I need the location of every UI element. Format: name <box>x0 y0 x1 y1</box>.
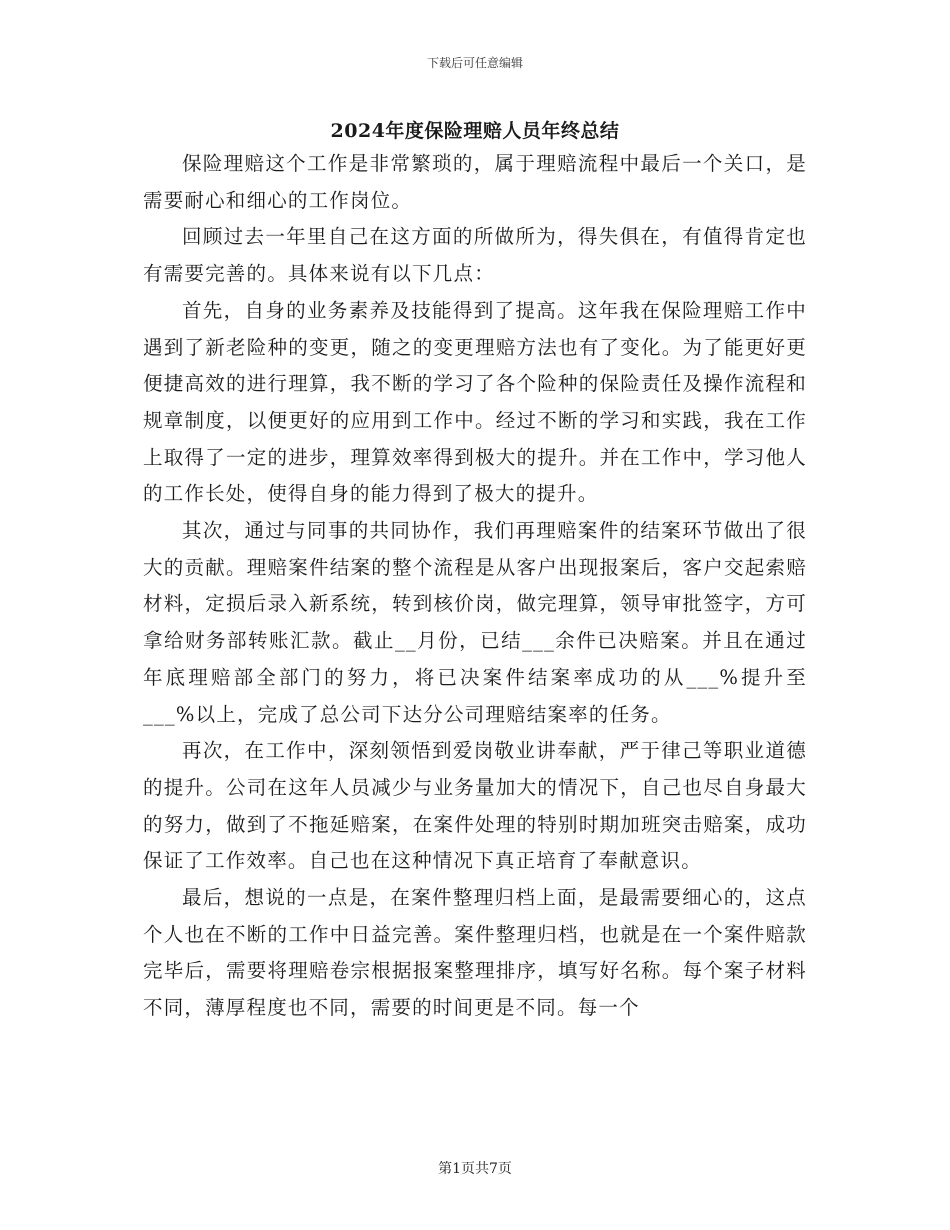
document-body <box>143 146 807 1027</box>
paragraph: 保险理赔这个工作是非常繁琐的，属于理赔流程中最后一个关口，是需要耐心和细心的工作岗位。 <box>143 152 807 212</box>
page-number: 第1页共7页 <box>438 1161 512 1177</box>
paragraph: 回顾过去一年里自己在这方面的所做所为，得失俱在，有值得肯定也有需要完善的。具体来说有以下几点： <box>143 225 807 286</box>
paragraph: 首先，自身的业务素养及技能得到了提高。这年我在保险理赔工作中遇到了新老险种的变更，随之的变更理赔方法也有了变化。为了能更好更便捷高效的进行理算，我不断的学习了各个险种的保险责任及操作流程和规章制度，以便更好的应用到工作中。经过不断的学习和实践，我在工作上取得了一定的进步，理算效率得到极大的提升。并在工作中，学习他人的工作长处，使得自身的能力得到了极大的提升。 <box>143 298 807 506</box>
header-note: 下载后可任意编辑 <box>426 56 523 70</box>
paragraph: 再次，在工作中，深刻领悟到爱岗敬业讲奉献，严于律己等职业道德的提升。公司在这年人员减少与业务量加大的情况下，自己也尽自身最大的努力，做到了不拖延赔案，在案件处理的特别时期加班突击赔案，成功保证了工作效率。自己也在这种情况下真正培育了奉献意识。 <box>143 739 807 873</box>
paragraph: 最后，想说的一点是，在案件整理归档上面，是最需要细心的，这点个人也在不断的工作中日益完善。案件整理归档，也就是在一个案件赔款完毕后，需要将理赔卷宗根据报案整理排序，填写好名称。每个案子材料不同，薄厚程度也不同，需要的时间更是不同。每一个 <box>143 886 807 1020</box>
document-title: 2024年度保险理赔人员年终总结 <box>330 120 620 142</box>
paragraph: 其次，通过与同事的共同协作，我们再理赔案件的结案环节做出了很大的贡献。理赔案件结案的整个流程是从客户出现报案后，客户交起索赔材料，定损后录入新系统，转到核价岗，做完理算，领导审批签字，方可拿给财务部转账汇款。截止__月份，已结___余件已决赔案。并且在通过年底理赔部全部门的努力，将已决案件结案率成功的从___%提升至___%以上，完成了总公司下达分公司理赔结案率的任务。 <box>143 519 807 726</box>
